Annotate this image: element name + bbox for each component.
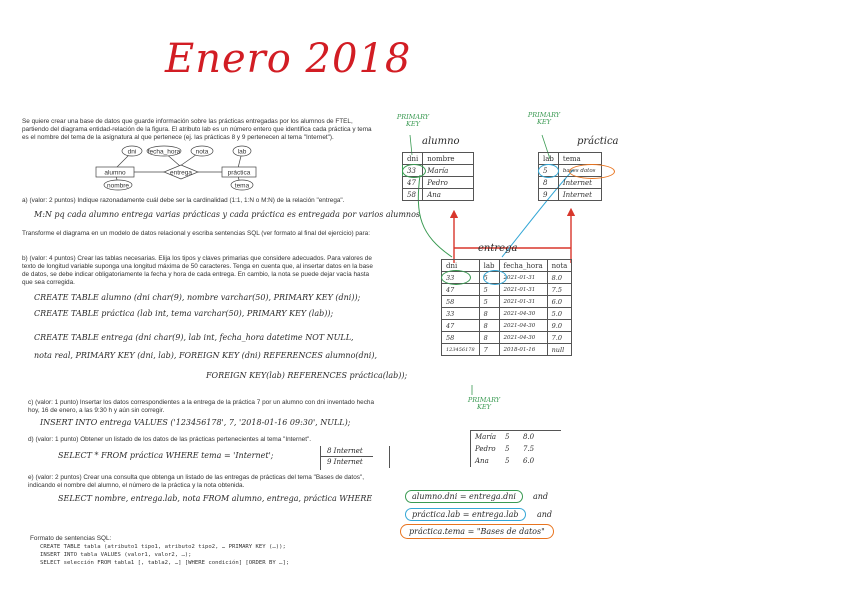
answer-d-row2: 9 Internet [321, 456, 373, 467]
er-attr-lab: lab [237, 148, 247, 156]
answer-a: M:N pq cada alumno entrega varias prácticas y cada práctica es entregada por varios alumnos [34, 210, 420, 219]
highlight-entrega-lab-circle [483, 270, 507, 285]
condition-3: práctica.tema = "Bases de datos" [400, 524, 554, 539]
er-attr-fecha-hora: fecha_hora [147, 148, 181, 156]
td-entrega-nota: null [547, 344, 572, 356]
td-entrega-dni: 33 [442, 272, 480, 284]
th-lab: lab [539, 153, 559, 165]
answer-b-line5: FOREIGN KEY(lab) REFERENCES práctica(lab)); [206, 371, 408, 380]
td-entrega-fecha: 2021-04-30 [499, 332, 547, 344]
answer-b-line4: nota real, PRIMARY KEY (dni, lab), FOREIGN KEY (dni) REFERENCES alumno(dni), [34, 351, 378, 360]
er-diagram [92, 144, 270, 192]
td-practica-tema: Internet [558, 189, 601, 201]
answer-d: SELECT * FROM práctica WHERE tema = 'Internet'; [58, 451, 274, 460]
th-lab: lab [479, 260, 499, 272]
highlight-entrega-dni-circle [441, 270, 471, 285]
and-1: and [533, 492, 549, 501]
divider [389, 446, 390, 468]
result-nota: 8.0 [523, 433, 535, 441]
td-alumno-dni: 33 [403, 165, 423, 177]
td-entrega-lab: 8 [479, 320, 499, 332]
pk-label-entrega: PRIMARY KEY [467, 396, 501, 411]
question-a: a) (valor: 2 puntos) Indique razonadamente cuál debe ser la cardinalidad (1:1, 1:N o M:N) de la relación "entrega". [22, 197, 345, 204]
table-name-practica: práctica [577, 136, 619, 147]
result-lab: 5 [505, 445, 510, 453]
td-entrega-fecha: 2018-01-16 [499, 344, 547, 356]
pk-label-alumno: PRIMARY KEY [396, 113, 430, 128]
td-entrega-lab: 5 [479, 296, 499, 308]
td-practica-tema: Internet [558, 177, 601, 189]
td-entrega-lab: 5 [479, 272, 499, 284]
er-entity-alumno: alumno [104, 169, 126, 177]
td-alumno-nombre: Ana [423, 189, 474, 201]
er-entity-practica: práctica [227, 169, 251, 177]
condition-2: práctica.lab = entrega.lab [405, 508, 526, 521]
question-d: d) (valor: 1 punto) Obtener un listado de los datos de las prácticas pertenecientes al tema "Internet". [28, 436, 312, 443]
answer-b-line3: CREATE TABLE entrega (dni char(9), lab int, fecha_hora datetime NOT NULL, [34, 333, 354, 342]
td-entrega-nota: 8.0 [547, 272, 572, 284]
highlight-dni-circle [402, 164, 426, 178]
td-practica-lab: 5 [539, 165, 559, 177]
question-c: c) (valor: 1 punto) Insertar los datos correspondientes a la entrega de la práctica 7 por un alumno con dni inventado hecha hoy, 16 de enero, a las 9:30 h y aún sin corregir. [28, 399, 375, 414]
er-attr-tema: tema [234, 182, 250, 190]
pk-label-practica: PRIMARY KEY [527, 111, 561, 126]
td-entrega-dni: 58 [442, 296, 480, 308]
er-attr-dni: dni [127, 148, 137, 156]
th-fecha-hora: fecha_hora [499, 260, 547, 272]
th-dni: dni [403, 153, 423, 165]
result-lab: 5 [505, 433, 510, 441]
td-entrega-dni: 33 [442, 308, 480, 320]
result-row [471, 431, 561, 443]
table-name-entrega: entrega [478, 243, 518, 254]
td-entrega-nota: 7.0 [547, 332, 572, 344]
td-entrega-nota: 7.5 [547, 284, 572, 296]
page-title: Enero 2018 [165, 36, 412, 82]
problem-intro: Se quiere crear una base de datos que guarde información sobre las prácticas entregadas por los alumnos de FTEL, partiendo del diagrama entidad-relación de la figura. El atributo lab es un número entero que identifica cada práctica y tema es el nombre del tema de la asignatura al que pertenece (ej. las prácticas 8 y 9 pertenecen al tema "Internet"). [22, 118, 372, 141]
question-e: e) (valor: 2 puntos) Crear una consulta que obtenga un listado de las entregas de prácticas del tema "Bases de datos", indicando el nombre del alumno, el número de la práctica y la nota obtenida. [28, 474, 364, 489]
td-entrega-lab: 8 [479, 308, 499, 320]
result-nota: 6.0 [523, 457, 535, 465]
answer-d-row1: 8 Internet [327, 447, 363, 455]
result-table [470, 430, 561, 467]
th-dni: dni [442, 260, 480, 272]
er-attr-nombre: nombre [106, 182, 130, 190]
result-nota: 7.5 [523, 445, 535, 453]
highlight-tema-circle [569, 164, 615, 179]
result-nombre: María [475, 433, 497, 441]
td-entrega-dni: 47 [442, 320, 480, 332]
td-entrega-fecha: 2021-01-31 [499, 284, 547, 296]
answer-b-line1: CREATE TABLE alumno (dni char(9), nombre varchar(50), PRIMARY KEY (dni)); [34, 293, 361, 302]
td-entrega-nota: 9.0 [547, 320, 572, 332]
answer-d-result [320, 446, 373, 470]
and-2: and [537, 510, 553, 519]
transform-text: Transforme el diagrama en un modelo de datos relacional y escriba sentencias SQL (ver formato al final del ejercicio) para: [22, 230, 370, 237]
er-attr-nota: nota [195, 148, 209, 156]
format-title: Formato de sentencias SQL: [30, 535, 112, 542]
td-practica-lab: 9 [539, 189, 559, 201]
td-entrega-fecha: 2021-01-31 [499, 296, 547, 308]
result-row [471, 455, 561, 467]
td-entrega-lab: 7 [479, 344, 499, 356]
result-row [471, 443, 561, 455]
td-practica-lab: 8 [539, 177, 559, 189]
table-name-alumno: alumno [422, 136, 460, 147]
td-entrega-lab: 8 [479, 332, 499, 344]
td-entrega-fecha: 2021-01-31 [499, 272, 547, 284]
condition-1: alumno.dni = entrega.dni [405, 490, 523, 503]
td-entrega-lab: 5 [479, 284, 499, 296]
answer-c: INSERT INTO entrega VALUES ('123456178', 7, '2018-01-16 09:30', NULL); [40, 418, 351, 427]
result-lab: 5 [505, 457, 510, 465]
td-alumno-dni: 47 [403, 177, 423, 189]
highlight-lab-circle [538, 164, 559, 178]
td-practica-tema: bases datos [558, 165, 601, 177]
er-relation-entrega: entrega [169, 169, 193, 177]
td-alumno-nombre: María [423, 165, 474, 177]
td-entrega-dni: 58 [442, 332, 480, 344]
question-b: b) (valor: 4 puntos) Crear las tablas necesarias. Elija los tipos y claves primarias que considere adecuados. Para valores de texto de longitud variable suponga una longitud máxima de 50 caracteres. Tenga en cuenta que, al insertar datos en la base de datos, se debe indicar obligatoriamente la fecha y hora de cada entrega. En cambio, la nota se puede dejar vacía hasta que sea corregida. [22, 255, 373, 286]
format-line3: SELECT selección FROM tabla1 [, tabla2, …] [WHERE condición] [ORDER BY …]; [40, 560, 290, 566]
td-entrega-dni: 123456178 [442, 344, 480, 356]
td-entrega-fecha: 2021-04-30 [499, 320, 547, 332]
answer-e: SELECT nombre, entrega.lab, nota FROM alumno, entrega, práctica WHERE [58, 494, 373, 503]
format-line2: INSERT INTO tabla VALUES (valor1, valor2, …); [40, 552, 192, 558]
td-entrega-fecha: 2021-04-30 [499, 308, 547, 320]
th-nombre: nombre [423, 153, 474, 165]
th-nota: nota [547, 260, 572, 272]
answer-b-line2: CREATE TABLE práctica (lab int, tema varchar(50), PRIMARY KEY (lab)); [34, 309, 334, 318]
td-entrega-nota: 6.0 [547, 296, 572, 308]
result-nombre: Pedro [475, 445, 496, 453]
td-entrega-nota: 5.0 [547, 308, 572, 320]
td-entrega-dni: 47 [442, 284, 480, 296]
result-nombre: Ana [475, 457, 489, 465]
td-alumno-dni: 58 [403, 189, 423, 201]
th-tema: tema [558, 153, 601, 165]
td-alumno-nombre: Pedro [423, 177, 474, 189]
format-line1: CREATE TABLE tabla (atributo1 tipo1, atributo2 tipo2, … PRIMARY KEY (…)); [40, 544, 286, 550]
